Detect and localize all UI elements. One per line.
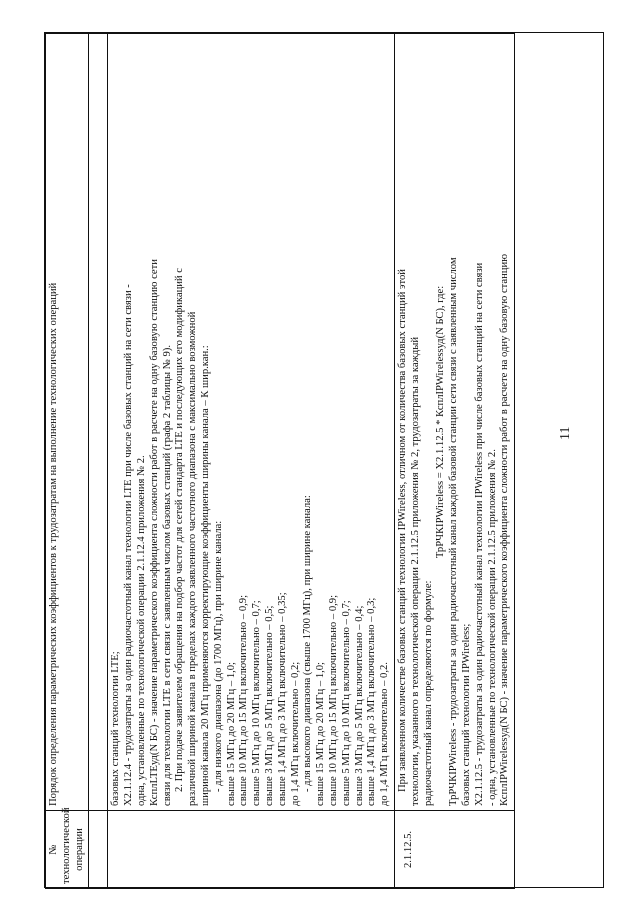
- text-line: - одна, установленные по технологической операции 2.1.12.5 приложения № 2.: [486, 449, 498, 806]
- text-line: свыше 15 МГц до 20 МГц – 1,0;: [225, 661, 237, 806]
- text-line: свыше 3 МГц до 5 МГц включительно – 0,5;: [263, 605, 275, 806]
- text-line: ТрРЧКIPWireless - трудозатраты за один радиочастотный канал каждой базовой станции сети связи с заявленным числом: [448, 257, 460, 806]
- row-operation-number: [108, 811, 395, 889]
- text-line: - для низкого диапазона (до 1700 МГц), при ширине канала:: [212, 520, 224, 792]
- formula-line: ТрРЧКIPWireless = Х2.1.12.5 * КсплIPWirelessуд(N БС), где:: [435, 285, 447, 559]
- text-line: 2. При подаче заявителем обращения на подбор частот для сетей стандарта LTE и последующих его модификаций с: [174, 268, 186, 792]
- text-line: - для высокого диапазона (свыше 1700 МГц), при ширине канала:: [302, 495, 314, 792]
- rotated-table-container: [45, 33, 605, 889]
- operations-table: [45, 33, 515, 889]
- page-number: 11: [558, 426, 573, 440]
- table-row: [108, 34, 395, 889]
- table-header-row: [46, 34, 89, 889]
- text-line: одна, установленные по технологической операции 2.1.12.4 приложения № 2.: [135, 455, 147, 806]
- text-line: до 1,4 МГц включительно – 0,2;: [289, 661, 301, 806]
- text-line: базовых станций технологии IPWireless;: [460, 623, 472, 806]
- text-line: свыше 1,4 МГц до 3 МГц включительно – 0,3;: [366, 597, 378, 806]
- text-line: КсплLTEуд(N БС) - значение параметрического коэффициента сложности работ в расчете на одну базовую станцию сети: [148, 259, 160, 806]
- header-procedure: Порядок определения параметрических коэффициентов к трудозатратам на выполнение технологических операций: [46, 34, 89, 811]
- text-line: свыше 5 МГц до 10 МГц включительно – 0,7;: [251, 600, 263, 806]
- text-line: свыше 3 МГц до 5 МГц включительно – 0,4;: [353, 605, 365, 806]
- text-line: Х2.1.12.5 - трудозатраты за один радиочастотный канал технологии IPWireless при числе базовых станций на сети связи: [473, 262, 485, 806]
- text-line: до 1,4 МГц включительно – 0,2.: [379, 662, 391, 806]
- text-line: шириной канала 20 МГц применяются корректирующие коэффициенты ширины канала – К шир.кан.:: [199, 345, 211, 806]
- text-line: базовых станций технологии LTE;: [110, 651, 122, 806]
- text-line: технологии, указанного в технологической операции 2.1.12.5 приложения № 2, трудозатраты за каждый: [409, 336, 421, 806]
- text-line: связи для технологии LTE в сети связи с заявленным числом базовых станций (графа 2 таблицы № 9).: [161, 344, 173, 806]
- text-line: свыше 10 МГц до 15 МГц включительно – 0,9;: [327, 594, 339, 806]
- spacer-row: [89, 34, 108, 889]
- text-line: свыше 10 МГц до 15 МГц включительно – 0,9;: [238, 594, 250, 806]
- text-line: Х2.1.12.4 - трудозатраты за один радиочастотный канал технологии LTE при числе базовых станций на сети связи -: [123, 284, 135, 806]
- text-line: свыше 5 МГц до 10 МГц включительно – 0,7;: [340, 600, 352, 806]
- table-row: [394, 34, 514, 889]
- header-operation-number: № технологической операции: [46, 811, 89, 889]
- row-procedure-text: [108, 34, 395, 811]
- table-frame: [44, 32, 604, 888]
- text-line: радиочастотный канал определяются по формуле:: [422, 580, 434, 806]
- row-operation-number: 2.1.12.5.: [394, 811, 514, 889]
- text-line: свыше 1,4 МГц до 3 МГц включительно – 0,35;: [276, 592, 288, 806]
- text-line: свыше 15 МГц до 20 МГц – 1,0;: [315, 661, 327, 806]
- row-procedure-text: [394, 34, 514, 811]
- text-line: различной шириной канала в пределах каждого заявленного частотного диапазона с максимально возможной: [187, 311, 199, 806]
- text-line: КсплIPWirelessуд(N БС) - значение параметрического коэффициента сложности работ в расчете на одну базовую станцию: [499, 253, 511, 806]
- text-line: При заявленном количестве базовых станций технологии IPWireless, отличном от количества базовых станций этой: [396, 269, 408, 792]
